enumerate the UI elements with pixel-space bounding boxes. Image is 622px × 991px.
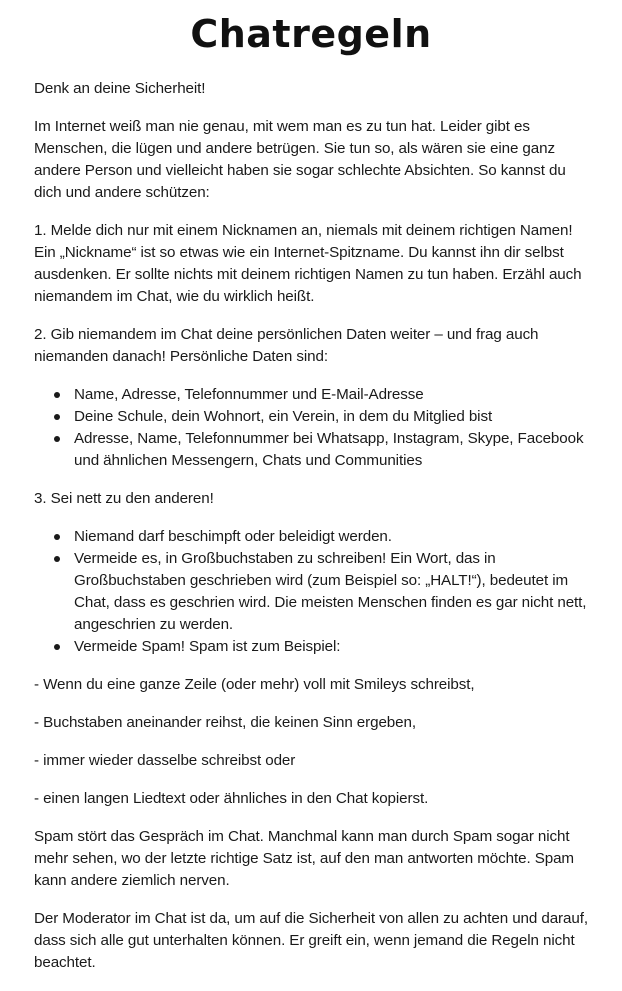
spam-example: - einen langen Liedtext oder ähnliches in den Chat kopierst. — [34, 790, 429, 807]
intro-paragraph: Im Internet weiß man nie genau, mit wem man es zu tun hat. Leider gibt es Menschen, die lügen und andere betrügen. Sie tun so, als wären sie eine ganz andere Person und vielleicht haben sie sogar schlechte Absichten. So kannst du dich und andere schützen: — [34, 118, 566, 201]
behavior-list — [34, 526, 594, 658]
rule-2: 2. Gib niemandem im Chat deine persönlichen Daten weiter – und frag auch niemanden danach! Persönliche Daten sind: — [34, 326, 539, 365]
list-item: Name, Adresse, Telefonnummer und E-Mail-Adresse — [34, 384, 594, 406]
personal-data-list — [34, 384, 594, 472]
spam-example: - Wenn du eine ganze Zeile (oder mehr) voll mit Smileys schreibst, — [34, 676, 475, 693]
list-item: Vermeide Spam! Spam ist zum Beispiel: — [34, 636, 594, 658]
document-body — [34, 78, 594, 974]
rule-3: 3. Sei nett zu den anderen! — [34, 490, 214, 507]
list-item: Niemand darf beschimpft oder beleidigt werden. — [34, 526, 594, 548]
list-item: Vermeide es, in Großbuchstaben zu schreiben! Ein Wort, das in Großbuchstaben geschrieben wird (zum Beispiel so: „HALT!“), bedeutet im Chat, dass es geschrien wird. Die meisten Menschen finden es gar nicht nett, angeschrien zu werden. — [34, 548, 594, 636]
page-title: Chatregeln — [190, 12, 432, 56]
moderator-paragraph: Der Moderator im Chat ist da, um auf die Sicherheit von allen zu achten und darauf, dass sich alle gut unterhalten können. Er greift ein, wenn jemand die Regeln nicht beachtet. — [34, 910, 588, 971]
spam-paragraph: Spam stört das Gespräch im Chat. Manchmal kann man durch Spam sogar nicht mehr sehen, wo der letzte richtige Satz ist, auf den man antworten möchte. Spam kann andere ziemlich nerven. — [34, 828, 574, 889]
list-item: Adresse, Name, Telefonnummer bei Whatsapp, Instagram, Skype, Facebook und ähnlichen Messengern, Chats und Communities — [34, 428, 594, 472]
list-item: Deine Schule, dein Wohnort, ein Verein, in dem du Mitglied bist — [34, 406, 594, 428]
spam-example: - Buchstaben aneinander reihst, die keinen Sinn ergeben, — [34, 714, 416, 731]
intro-text: Denk an deine Sicherheit! — [34, 80, 206, 97]
spam-example: - immer wieder dasselbe schreibst oder — [34, 752, 296, 769]
rule-1: 1. Melde dich nur mit einem Nicknamen an, niemals mit deinem richtigen Namen! Ein „Nickname“ ist so etwas wie ein Internet-Spitzname. Du kannst ihn dir selbst ausdenken. Er sollte nichts mit deinem richtigen Namen zu tun haben. Erzähl auch niemandem im Chat, wie du wirklich heißt. — [34, 222, 582, 305]
